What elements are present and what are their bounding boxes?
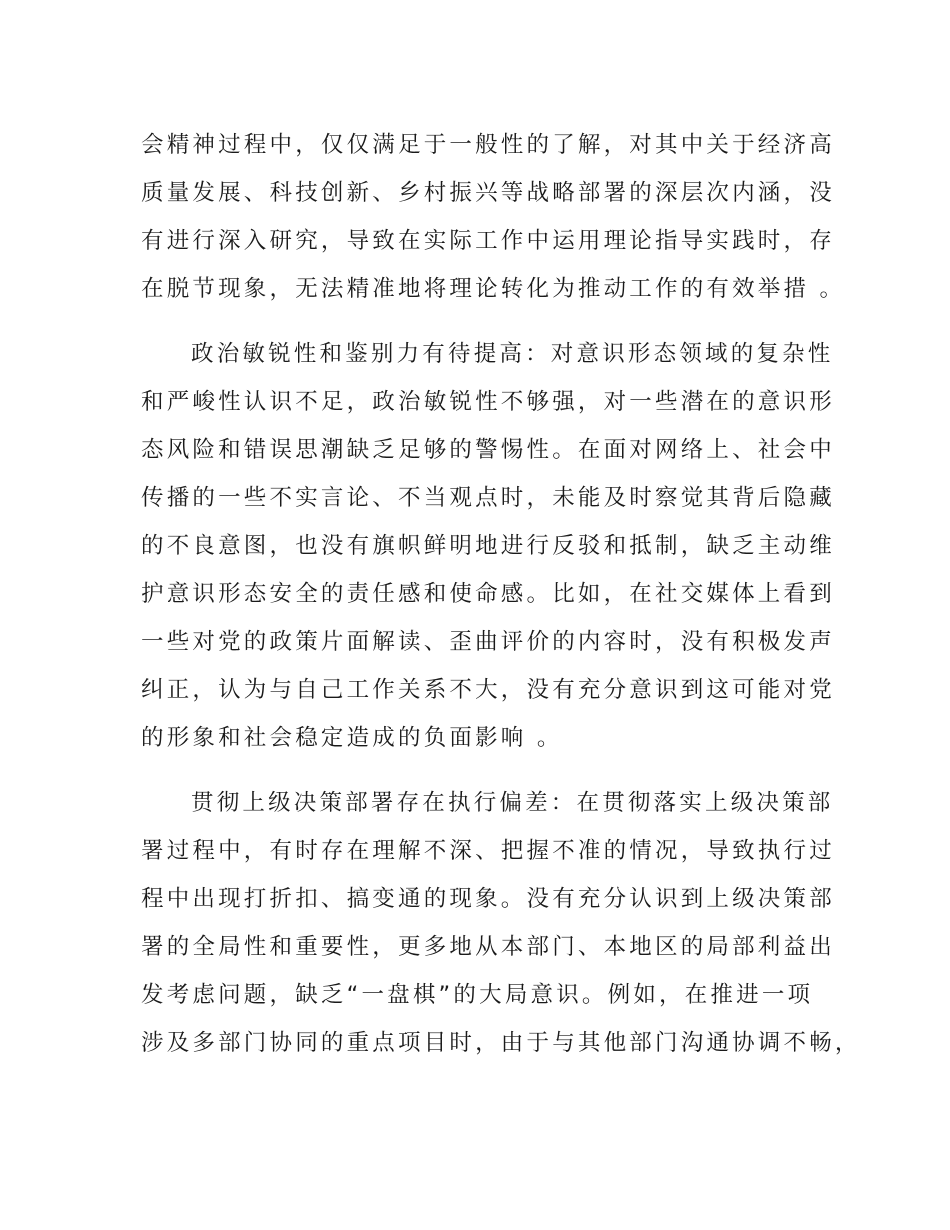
paragraph-line: 署过程中，有时存在理解不深、把握不准的情况，导致执行过: [141, 838, 835, 864]
paragraph-line: 纠正，认为与自己工作关系不大，没有充分意识到这可能对党: [141, 677, 835, 703]
paragraph-1: [141, 121, 846, 313]
paragraph-line: 署的全局性和重要性，更多地从本部门、本地区的局部利益出: [141, 934, 835, 960]
paragraph-line: 在脱节现象，无法精准地将理论转化为推动工作的有效举措 。: [141, 276, 846, 302]
paragraph-3: [141, 779, 861, 1067]
paragraph-spacer: [141, 313, 816, 330]
paragraph-spacer: [141, 762, 816, 779]
paragraph-line: 会精神过程中，仅仅满足于一般性的了解，对其中关于经济高: [141, 132, 835, 158]
paragraph-line: 态风险和错误思潮缺乏足够的警惕性。在面对网络上、社会中: [141, 437, 835, 463]
paragraph-line: 护意识形态安全的责任感和使命感。比如，在社交媒体上看到: [141, 581, 835, 607]
paragraph-line: 有进行深入研究，导致在实际工作中运用理论指导实践时，存: [141, 228, 835, 254]
paragraph-line: 一些对党的政策片面解读、歪曲评价的内容时，没有积极发声: [141, 629, 835, 655]
paragraph-line: 传播的一些不实言论、不当观点时，未能及时察觉其背后隐藏: [141, 485, 835, 511]
document-body: [141, 121, 861, 1067]
paragraph-line: 程中出现打折扣、搞变通的现象。没有充分认识到上级决策部: [141, 886, 835, 912]
paragraph-line: 和严峻性认识不足，政治敏锐性不够强，对一些潜在的意识形: [141, 389, 835, 415]
paragraph-2: [141, 330, 835, 762]
paragraph-line: 的不良意图，也没有旗帜鲜明地进行反驳和抵制，缺乏主动维: [141, 533, 835, 559]
paragraph-line: 发考虑问题，缺乏“一盘棋”的大局意识。例如，在推进一项: [141, 982, 814, 1008]
paragraph-line: 质量发展、科技创新、乡村振兴等战略部署的深层次内涵，没: [141, 180, 835, 206]
paragraph-line: 政治敏锐性和鉴别力有待提高：对意识形态领域的复杂性: [191, 341, 834, 367]
paragraph-line: 贯彻上级决策部署存在执行偏差：在贯彻落实上级决策部: [191, 790, 834, 816]
paragraph-line: 的形象和社会稳定造成的负面影响 。: [141, 725, 563, 751]
paragraph-line: 涉及多部门协同的重点项目时，由于与其他部门沟通协调不畅，: [141, 1030, 861, 1056]
